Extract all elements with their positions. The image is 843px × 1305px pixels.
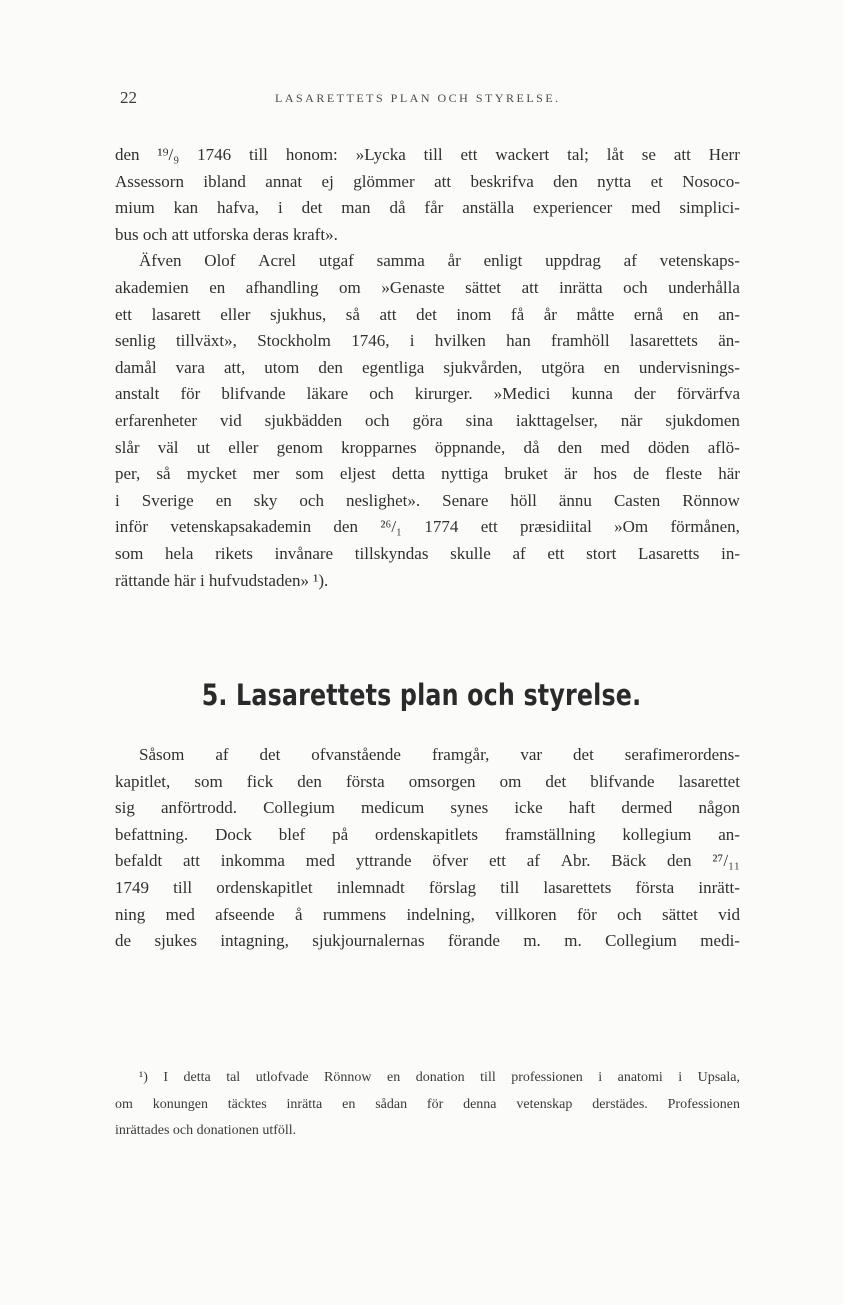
footnote-line: inrättades och donationen utföll. [115, 1123, 297, 1139]
text-line: Assessorn ibland annat ej glömmer att beskrifva den nytta et Nosoco- [115, 171, 740, 191]
text-line: bus och att utforska deras kraft». [115, 224, 338, 244]
running-head: LASARETTETS PLAN OCH STYRELSE. [275, 91, 561, 105]
section-text [115, 742, 740, 955]
text-line: den ¹⁹/₉ 1746 till honom: »Lycka till ett wackert tal; låt se att Herr [115, 145, 740, 164]
text-line: Äfven Olof Acrel utgaf samma år enligt uppdrag af vetenskaps- [139, 251, 740, 271]
page-header [120, 88, 740, 112]
text-line: i Sverige en sky och neslighet». Senare höll ännu Casten Rönnow [115, 490, 740, 510]
text-line: befattning. Dock blef på ordenskapitlets framställning kollegium an- [115, 824, 740, 844]
text-line: kapitlet, som fick den första omsorgen om det blifvande lasarettet [115, 771, 740, 791]
text-line: inför vetenskapsakademin den ²⁶/₁ 1774 ett præsidiital »Om förmånen, [115, 517, 740, 537]
text-line: som hela rikets invånare tillskyndas skulle af ett stort Lasaretts in- [115, 543, 740, 563]
text-line: de sjukes intagning, sjukjournalernas förande m. m. Collegium medi- [115, 931, 740, 951]
text-line: sig anförtrodd. Collegium medicum synes icke haft dermed någon [115, 798, 740, 818]
text-line: slår väl ut eller genom kropparnes öppnande, då den med döden aflö- [115, 437, 740, 457]
footnote-line: om konungen täcktes inrätta en sådan för denna vetenskap derstädes. Professionen [115, 1096, 740, 1112]
text-line: damål vara att, utom den egentliga sjukvården, utgöra en undervisnings- [115, 357, 740, 377]
section-heading: 5. Lasarettets plan och styrelse. [201, 678, 642, 712]
text-line: anstalt för blifvande läkare och kirurger. »Medici kunna der förvärfva [115, 384, 740, 404]
text-line: senlig tillväxt», Stockholm 1746, i hvilken han framhöll lasarettets än- [115, 331, 740, 351]
text-line: rättande här i hufvudstaden» ¹). [115, 570, 329, 590]
text-line: Såsom af det ofvanstående framgår, var det serafimerordens- [139, 745, 740, 764]
text-line: mium kan hafva, i det man då får anställa experiencer med simplici- [115, 198, 740, 218]
footnote [115, 1068, 740, 1148]
text-line: 1749 till ordenskapitlet inlemnadt förslag till lasarettets första inrätt- [115, 877, 740, 897]
text-line: per, så mycket mer som eljest detta nyttiga bruket är hos de fleste här [115, 464, 740, 484]
footnote-line: ¹) I detta tal utlofvade Rönnow en donation till professionen i anatomi i Upsala, [139, 1070, 740, 1085]
text-line: akademien en afhandling om »Genaste sättet att inrätta och underhålla [115, 277, 740, 297]
text-line: ett lasarett eller sjukhus, så att det inom få år måtte ernå en an- [115, 304, 740, 324]
main-text [115, 142, 740, 594]
page-number: 22 [120, 88, 137, 107]
text-line: erfarenheter vid sjukbädden och göra sina iakttagelser, när sjukdomen [115, 410, 740, 430]
text-line: ning med afseende å rummens indelning, villkoren för och sättet vid [115, 904, 740, 924]
text-line: befaldt att inkomma med yttrande öfver ett af Abr. Bäck den ²⁷/₁₁ [115, 851, 740, 871]
